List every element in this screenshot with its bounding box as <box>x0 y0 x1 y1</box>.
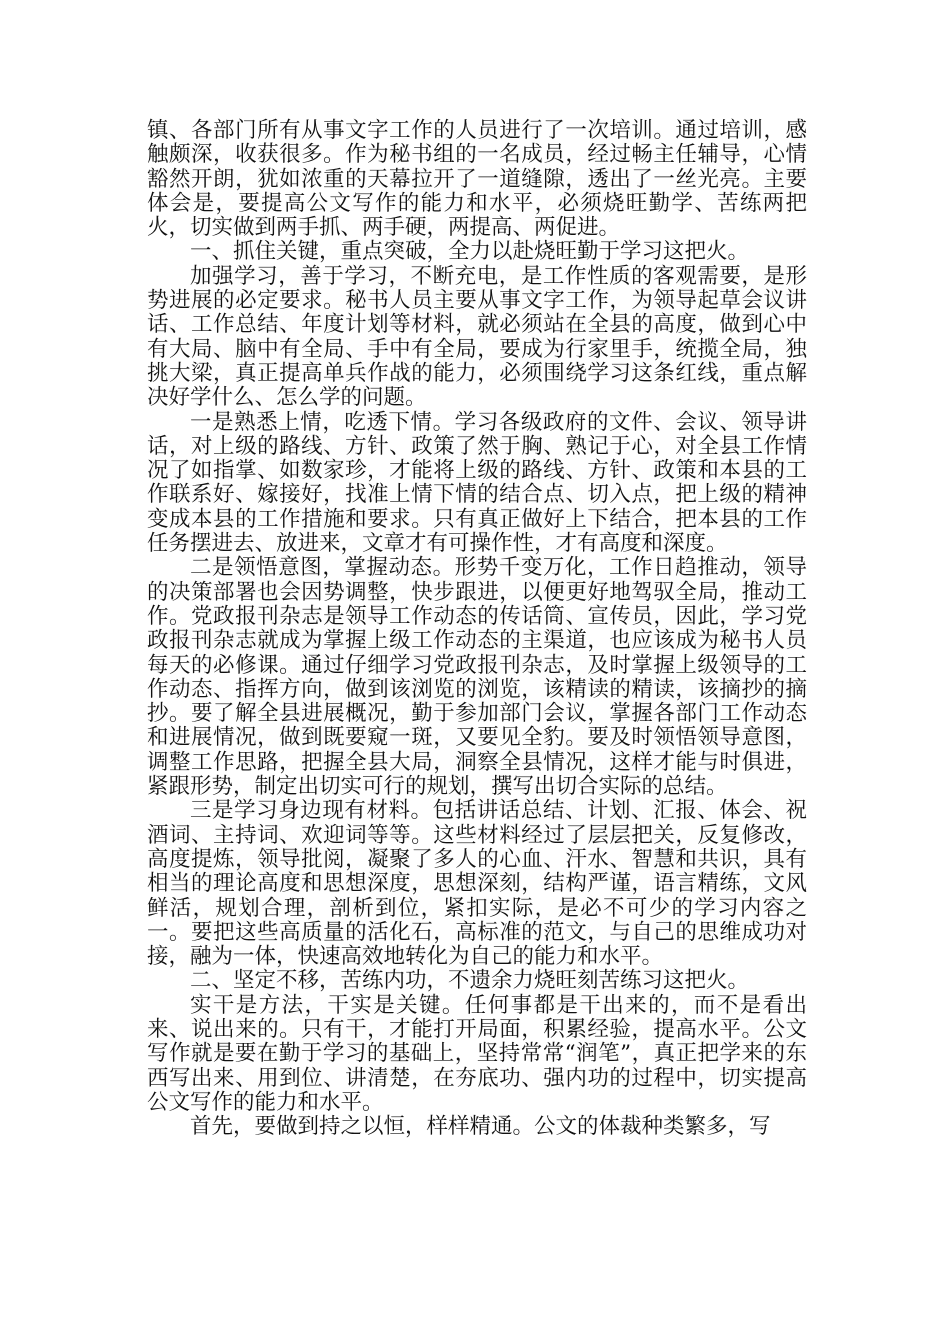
paragraph-point-3: 三是学习身边现有材料。包括讲话总结、计划、汇报、体会、祝酒词、主持词、欢迎词等等。这些材料经过了层层把关，反复修改，高度提炼，领导批阅，凝聚了多人的心血、汗水、智慧和共识，具有相当的理论高度和思想深度，思想深刻，结构严谨，语言精练，文风鲜活，规划合理，剖析到位，紧扣实际，是必不可少的学习内容之一。要把这些高质量的活化石，高标准的范文，与自己的思维成功对接，融为一体，快速高效地转化为自己的能力和水平。 <box>147 798 807 970</box>
section-heading-1: 一、抓住关键，重点突破，全力以赴烧旺勤于学习这把火。 <box>190 239 750 265</box>
paragraph-first-point: 首先，要做到持之以恒，样样精通。公文的体裁种类繁多，写 <box>190 1114 771 1140</box>
paragraph-study-overview: 加强学习，善于学习，不断充电，是工作性质的客观需要，是形势进展的必定要求。秘书人员主要从事文字工作，为领导起草会议讲话、工作总结、年度计划等材料，就必须站在全县的高度，做到心中有大局、脑中有全局、手中有全局，要成为行家里手，统揽全局，独挑大梁，真正提高单兵作战的能力，必须围绕学习这条红线，重点解决好学什么、怎么学的问题。 <box>147 263 807 411</box>
paragraph-intro: 镇、各部门所有从事文字工作的人员进行了一次培训。通过培训，感触颇深，收获很多。作为秘书组的一名成员，经过畅主任辅导，心情豁然开朗，犹如浓重的天幕拉开了一道缝隙，透出了一丝光亮。主要体会是，要提高公文写作的能力和水平，必须烧旺勤学、苦练两把火，切实做到两手抓、两手硬，两提高、两促进。 <box>147 118 807 241</box>
paragraph-practice-overview: 实干是方法，干实是关键。任何事都是干出来的，而不是看出来、说出来的。只有干，才能打开局面，积累经验，提高水平。公文写作就是要在勤于学习的基础上，坚持常常“润笔”，真正把学来的东西写出来、用到位、讲清楚，在夯底功、强内功的过程中，切实提高公文写作的能力和水平。 <box>147 992 807 1115</box>
paragraph-point-2: 二是领悟意图，掌握动态。形势千变万化，工作日趋推动，领导的决策部署也会因势调整，快步跟进，以便更好地驾驭全局，推动工作。党政报刊杂志是领导工作动态的传话筒、宣传员，因此，学习党政报刊杂志就成为掌握上级工作动态的主渠道，也应该成为秘书人员每天的必修课。通过仔细学习党政报刊杂志，及时掌握上级领导的工作动态、指挥方向，做到该浏览的浏览，该精读的精读，该摘抄的摘抄。要了解全县进展概况，勤于参加部门会议，掌握各部门工作动态和进展情况，做到既要窥一斑，又要见全豹。要及时领悟领导意图，调整工作思路，把握全县大局，洞察全县情况，这样才能与时俱进，紧跟形势，制定出切实可行的规划，撰写出切合实际的总结。 <box>147 555 807 800</box>
document-body <box>147 119 807 1139</box>
section-heading-2: 二、坚定不移，苦练内功，不遗余力烧旺刻苦练习这把火。 <box>190 968 750 994</box>
paragraph-point-1: 一是熟悉上情，吃透下情。学习各级政府的文件、会议、领导讲话，对上级的路线、方针、政策了然于胸、熟记于心，对全县工作情况了如指掌、如数家珍，才能将上级的路线、方针、政策和本县的工作联系好、嫁接好，找准上情下情的结合点、切入点，把上级的精神变成本县的工作措施和要求。只有真正做好上下结合，把本县的工作任务摆进去、放进来，文章才有可操作性，才有高度和深度。 <box>147 409 807 557</box>
